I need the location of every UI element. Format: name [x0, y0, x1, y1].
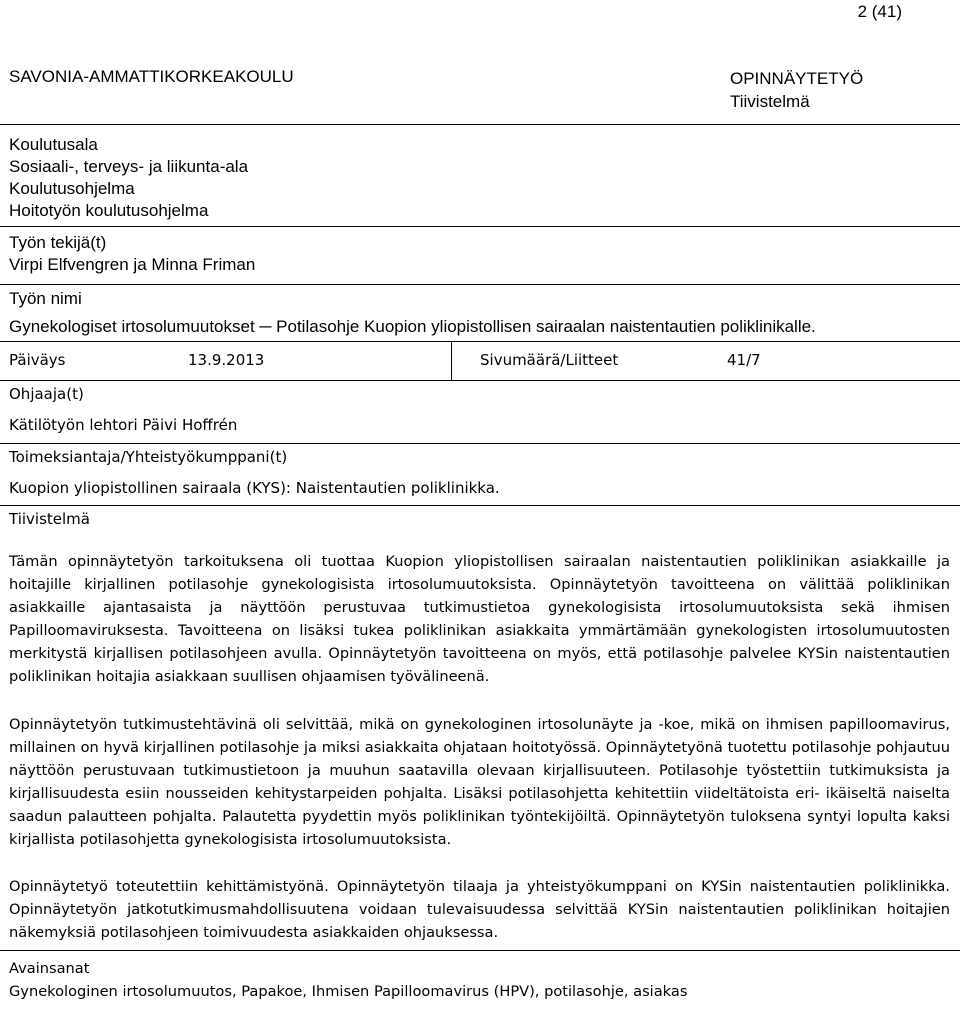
keywords-value: Gynekologinen irtosolumuutos, Papakoe, Ihmisen Papilloomavirus (HPV), potilasohje, asiakas — [9, 983, 688, 1000]
field-label: Työn nimi — [9, 289, 82, 308]
pages-label: Sivumäärä/Liitteet — [480, 351, 619, 369]
field-value: Gynekologiset irtosolumuutokset ─ Potilasohje Kuopion yliopistollisen sairaalan naistentautien poliklinikalle. — [9, 317, 816, 336]
commissioner-value: Kuopion yliopistollinen sairaala (KYS): Naistentautien poliklinikka. — [9, 479, 500, 497]
school-name: SAVONIA-AMMATTIKORKEAKOULU — [9, 67, 294, 86]
divider — [0, 226, 960, 227]
divider-vertical — [451, 341, 452, 380]
pages-value: 41/7 — [727, 351, 761, 369]
field-value: Virpi Elfvengren ja Minna Friman — [9, 255, 256, 274]
keywords-section — [9, 957, 687, 1003]
field-title — [9, 285, 816, 341]
abstract-body — [9, 550, 950, 944]
page-number: 2 (41) — [857, 2, 902, 21]
document-type-title: OPINNÄYTETYÖ — [730, 69, 864, 88]
field-label: Työn tekijä(t) — [9, 233, 107, 252]
divider — [0, 443, 960, 444]
divider — [0, 380, 960, 381]
supervisor-label: Ohjaaja(t) — [9, 385, 84, 403]
supervisor-value: Kätilötyön lehtori Päivi Hoffrén — [9, 416, 238, 434]
field-label: Koulutusala — [9, 135, 98, 154]
abstract-label: Tiivistelmä — [9, 510, 90, 528]
divider — [0, 124, 960, 125]
document-type — [730, 67, 863, 113]
divider — [0, 950, 960, 951]
divider — [0, 341, 960, 342]
field-label: Koulutusohjelma — [9, 179, 135, 198]
abstract-paragraph: Opinnäytetyön tutkimustehtävinä oli selvittää, mikä on gynekologinen irtosolunäyte ja -koe, mikä on ihmisen papilloomavirus, millainen on hyvä kirjallinen potilasohje ja miksi asiakkaita ohjataan hoitotyössä. Opinnäytetyönä tuotettu potilasohje pohjautuu näyttöön perustuvaan tutkimustietoon ja muuhun saatavilla olevaan kirjallisuuteen. Potilasohje työstettiin tutkimuksista ja kirjallisuudesta esiin nousseiden kehitystarpeiden pohjalta. Lisäksi potilasohjetta kehitettiin viideltätoista eri- ikäiseltä naiselta saadun palautteen pohjalta. Palautetta pyydettin myös poliklinikan työntekijöiltä. Opinnäytetyön tuloksena syntyi lopulta kaksi kirjallista potilasohjetta gynekologisista irtosolumuutoksista. — [9, 715, 950, 849]
field-value: Sosiaali-, terveys- ja liikunta-ala — [9, 157, 249, 176]
field-education — [9, 134, 248, 222]
divider — [0, 505, 960, 506]
abstract-paragraph: Opinnäytetyö toteutettiin kehittämistyönä. Opinnäytetyön tilaaja ja yhteistyökumppani on KYSin naistentautien poliklinikka. Opinnäytetyön jatkotutkimusmahdollisuutena voidaan tulevaisuudessa selvittää KYSin naistentautien poliklinikan hoitajien näkemyksiä potilasohjeen toimivuudesta asiakkaiden ohjauksessa. — [9, 878, 950, 942]
abstract-paragraph: Tämän opinnäytetyön tarkoituksena oli tuottaa Kuopion yliopistollisen sairaalan naistentautien poliklinikan asiakkaille ja hoitajille kirjallinen potilasohje gynekologisista irtosolumuutoksista. Opinnäytetyön tavoitteena on välittää poliklinikan asiakkaille ajantasaista ja näyttöön perustuvaa tutkimustietoa gynekologisista irtosolumuutoksista sekä ihmisen Papilloomaviruksesta. Tavoitteena on lisäksi tukea poliklinikan asiakkaita ymmärtämään gynekologisten irtosolumuutosten merkitystä kirjallisen potilasohjeen avulla. Opinnäytetyön tavoitteena on myös, että potilasohje palvelee KYSin naistentautien poliklinikan hoitajia asiakkaan suullisen ohjaamisen työvälineenä. — [9, 553, 950, 686]
keywords-label: Avainsanat — [9, 960, 90, 977]
commissioner-label: Toimeksiantaja/Yhteistyökumppani(t) — [9, 448, 288, 466]
date-label: Päiväys — [9, 351, 66, 369]
field-value: Hoitotyön koulutusohjelma — [9, 201, 209, 220]
date-value: 13.9.2013 — [188, 351, 265, 369]
document-type-subtitle: Tiivistelmä — [730, 92, 810, 111]
field-authors — [9, 232, 255, 276]
